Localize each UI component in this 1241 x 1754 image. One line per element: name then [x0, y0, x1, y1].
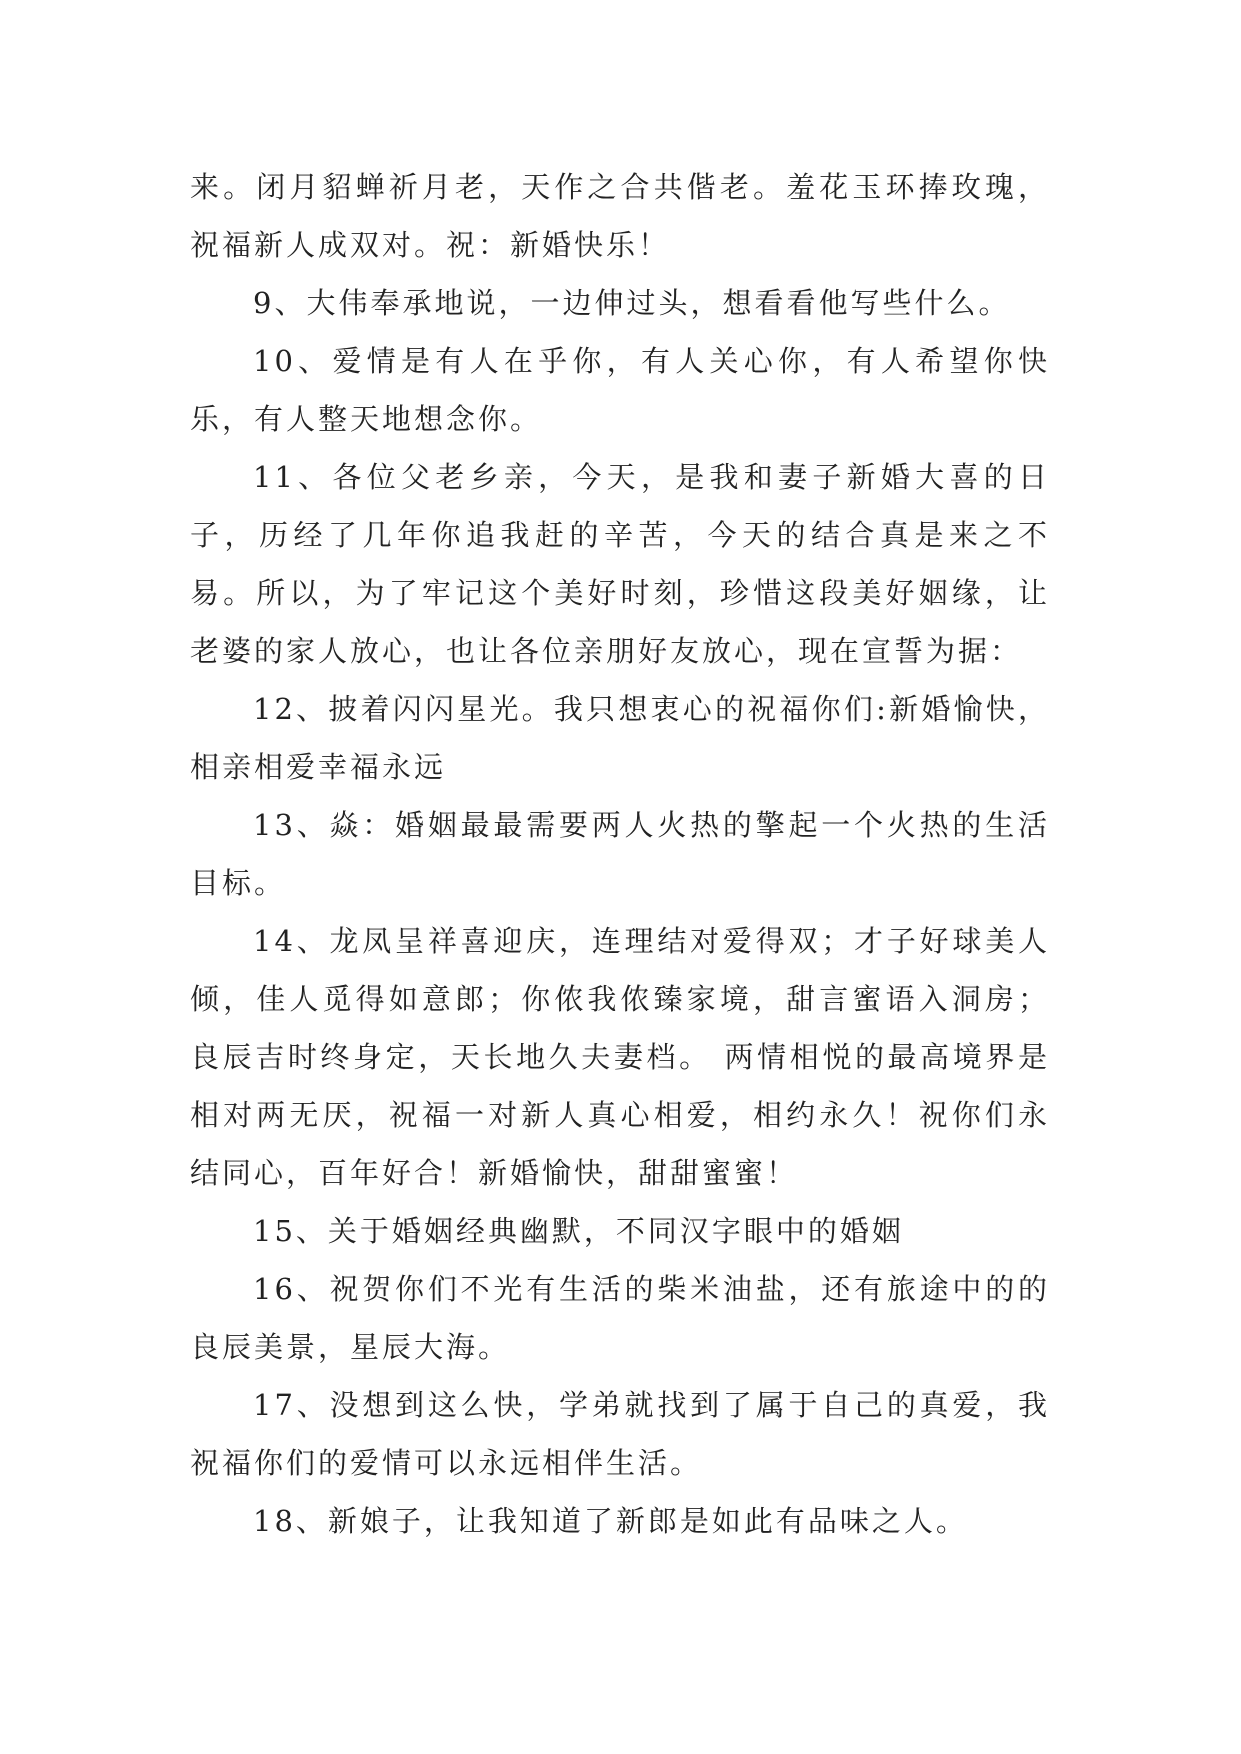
paragraph-16: 16、祝贺你们不光有生活的柴米油盐，还有旅途中的的良辰美景，星辰大海。: [190, 1272, 1050, 1364]
paragraph-14: 14、龙凤呈祥喜迎庆，连理结对爱得双；才子好球美人倾，佳人觅得如意郎；你侬我侬臻家境，甜言蜜语入洞房；良辰吉时终身定，天长地久夫妻档。 两情相悦的最高境界是相对两无厌，祝福一对新人真心相爱，相约永久！祝你们永结同心，百年好合！新婚愉快，甜甜蜜蜜！: [190, 924, 1050, 1190]
paragraph-17: 17、没想到这么快，学弟就找到了属于自己的真爱，我祝福你们的爱情可以永远相伴生活。: [190, 1388, 1050, 1480]
paragraph-15: 15、关于婚姻经典幽默，不同汉字眼中的婚姻: [253, 1214, 904, 1248]
paragraph-13: 13、焱：婚姻最最需要两人火热的擎起一个火热的生活目标。: [190, 808, 1050, 900]
document-body: [190, 158, 1050, 1550]
paragraph-9: 9、大伟奉承地说，一边伸过头，想看看他写些什么。: [253, 286, 1011, 320]
paragraph-18: 18、新娘子，让我知道了新郎是如此有品味之人。: [253, 1504, 968, 1538]
paragraph-continued: 来。闭月貂蝉祈月老，天作之合共偕老。羞花玉环捧玫瑰，祝福新人成双对。祝：新婚快乐！: [190, 170, 1050, 262]
paragraph-10: 10、爱情是有人在乎你，有人关心你，有人希望你快乐，有人整天地想念你。: [190, 344, 1050, 436]
paragraph-12: 12、披着闪闪星光。我只想衷心的祝福你们:新婚愉快，相亲相爱幸福永远: [190, 692, 1050, 784]
paragraph-11: 11、各位父老乡亲，今天，是我和妻子新婚大喜的日子，历经了几年你追我赶的辛苦，今天的结合真是来之不易。所以，为了牢记这个美好时刻，珍惜这段美好姻缘，让老婆的家人放心，也让各位亲朋好友放心，现在宣誓为据：: [190, 460, 1050, 668]
